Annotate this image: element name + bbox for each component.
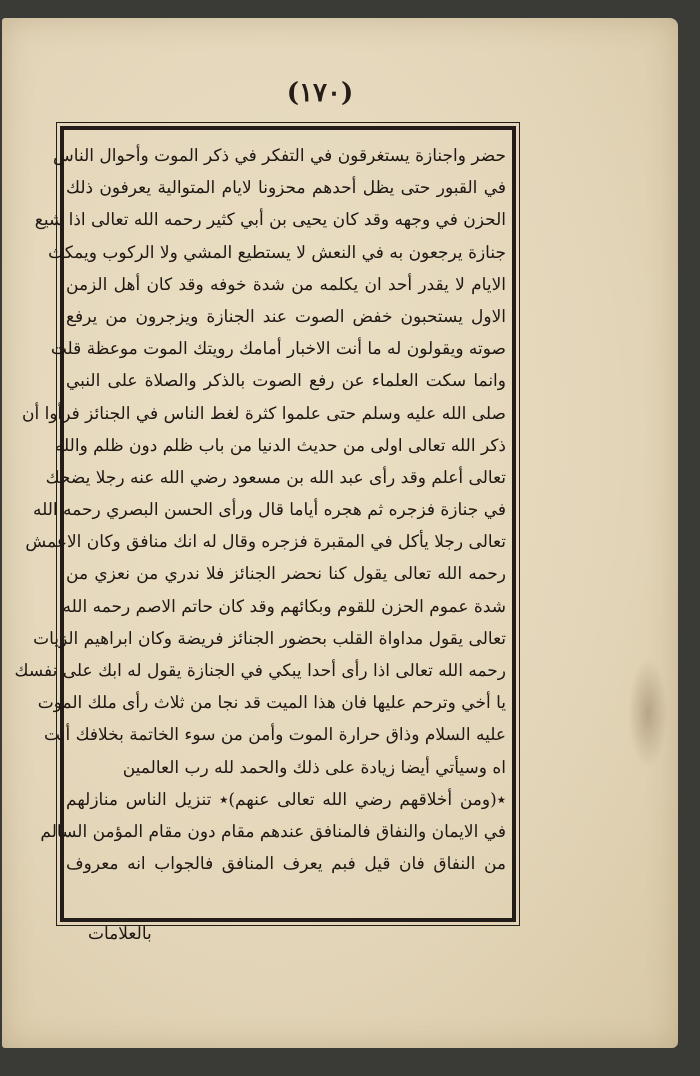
text-line: يا أخي وترحم عليها فان هذا الميت قد نجا من ثلاث رأى ملك الموت — [37, 693, 506, 714]
text-line: وانما سكت العلماء عن رفع الصوت بالذكر والصلاة على النبي — [66, 371, 506, 392]
text-line: صلى الله عليه وسلم حتى علموا كثرة لغط الناس في الجنائز فرأوا أن — [21, 403, 506, 424]
section-heading-line: ٭(ومن أخلاقهم رضي الله تعالى عنهم)٭ تنزيل الناس منازلهم — [66, 789, 506, 810]
text-line: رحمه الله تعالى اذا رأى أحدا يبكي في الجنازة يقول له ابك على نفسك — [14, 661, 506, 681]
text-line: شدة عموم الحزن للقوم وبكائهم وقد كان حاتم الاصم رحمه الله — [62, 596, 506, 617]
text-line: من النفاق فان قيل فبم يعرف المنافق فالجواب انه معروف — [66, 854, 506, 875]
text-block — [14, 140, 506, 910]
catchword: بالعلامات — [88, 924, 152, 944]
text-line: في القبور حتى يظل أحدهم محزونا لايام المتوالية يعرفون ذلك — [66, 178, 506, 199]
text-line: الاول يستحبون خفض الصوت عند الجنازة ويزجرون من يرفع — [66, 306, 506, 327]
text-line: الحزن في وجهه وقد كان يحيى بن أبي كثير رحمه الله تعالى اذا شيع — [34, 210, 506, 231]
text-line: ذكر الله تعالى اولى من حديث الدنيا من باب ظلم دون ظلم والله — [54, 435, 506, 456]
text-line: تعالى رجلا يأكل في المقبرة فزجره وقال له انك منافق وكان الاعمش — [25, 532, 506, 553]
page-number: (١٧٠) — [286, 78, 354, 108]
text-line: تعالى يقول مداواة القلب بحضور الجنائز فريضة وكان ابراهيم الزيات — [33, 628, 506, 649]
text-line: تعالى أعلم وقد رأى عبد الله بن مسعود رضي الله عنه رجلا يضحك — [45, 467, 506, 488]
text-line: عليه السلام وذاق حرارة الموت وأمن من سوء الخاتمة بخلافك أنت — [44, 725, 506, 746]
text-line: الايام لا يقدر أحد ان يكلمه من شدة خوفه وقد كان أهل الزمن — [66, 274, 506, 295]
text-line: في جنازة فزجره ثم هجره أياما قال ورأى الحسن البصري رحمه الله — [32, 500, 506, 521]
text-line: اه وسيأتي أيضا زيادة على ذلك والحمد لله رب العالمين — [122, 757, 506, 778]
text-line: صوته ويقولون له ما أنت الاخبار أمامك رويتك الموت موعظة قلت — [50, 339, 506, 360]
text-line: في الايمان والنفاق فالمنافق عندهم مقام دون مقام المؤمن السالم — [40, 821, 506, 842]
text-line: حضر واجنازة يستغرقون في التفكر في ذكر الموت وأحوال الناس — [53, 146, 506, 166]
text-line: رحمه الله تعالى يقول كنا نحضر الجنائز فلا ندري من نعزي من — [66, 564, 506, 585]
text-line: جنازة يرجعون به في النعش لا يستطيع المشي ولا الركوب ويمكث — [48, 242, 506, 263]
paper-stain — [628, 658, 668, 768]
